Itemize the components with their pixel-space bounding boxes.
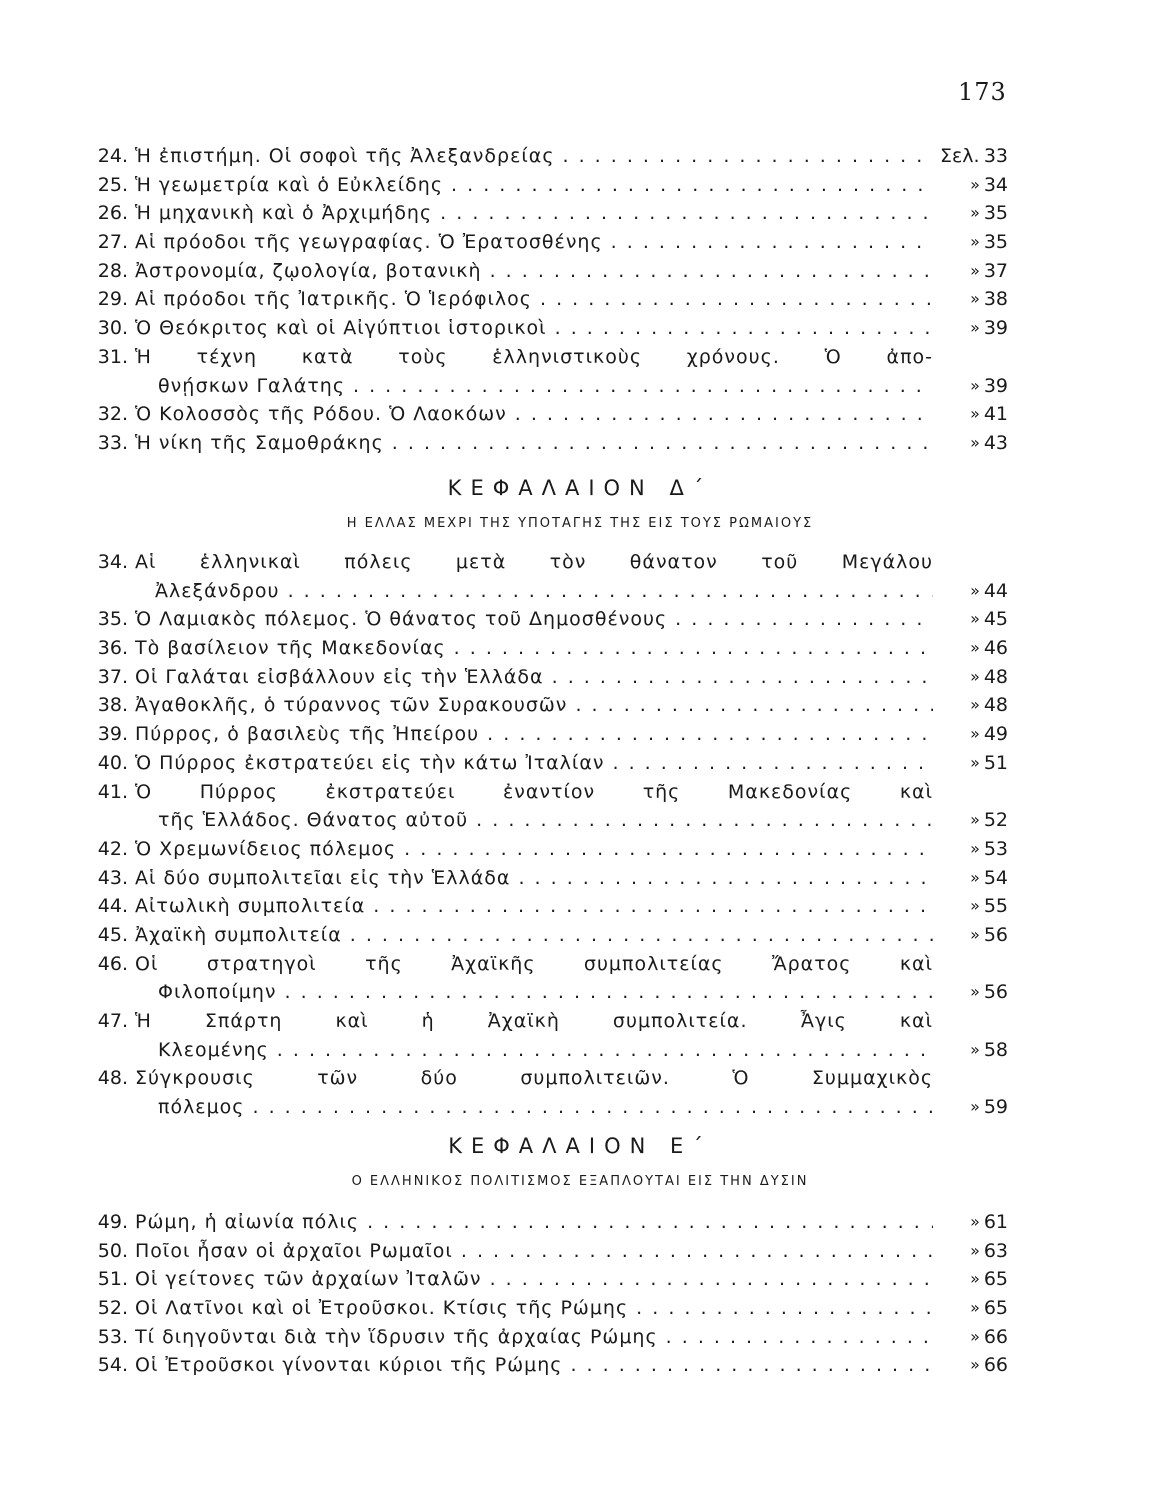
entry-page: 61 [983,1211,1008,1233]
entry-ref: » [970,404,980,424]
entry-number: 33. [97,431,128,454]
entry-number: 41. [97,780,128,803]
entry-number: 54. [97,1354,128,1377]
entry-title: Ρώμη, ἡ αἰωνία πόλις . . . [135,1208,933,1237]
entry-number: 45. [97,923,128,946]
entry-ref: » [970,1269,980,1289]
toc-entry [80,892,1010,921]
entry-title: Ἀστρονομία, ζῳολογία, βοτανικὴ . . . [135,257,933,286]
entry-ref: » [970,1326,980,1346]
entry-title: Αἰτωλικὴ συμπολιτεία . . . [135,892,933,921]
entry-ref: » [970,1097,980,1117]
toc-entry [80,429,1010,458]
entry-page: 65 [983,1268,1008,1291]
entry-ref: » [970,289,980,309]
entry-number: 27. [97,231,128,254]
toc-entry [80,1351,1010,1380]
entry-title: Ἡ ἐπιστήμη. Οἱ σοφοὶ τῆς Ἀλεξανδρείας . . . [135,142,933,171]
entry-ref: » [970,375,980,395]
entry-ref: » [970,260,980,280]
entry-title-line2: Κλεομένης . . . [135,1036,933,1065]
toc-entry [80,1007,1010,1064]
entry-page: 55 [983,895,1008,918]
entry-page: 56 [983,981,1008,1004]
entry-ref: » [970,982,980,1002]
entry-page: 49 [983,723,1008,746]
toc-entry [80,663,1010,692]
entry-number: 38. [97,694,128,717]
entry-number: 40. [97,751,128,774]
entry-ref: » [970,838,980,858]
entry-title: Ἡ γεωμετρία καὶ ὁ Εὐκλείδης . . . [135,171,933,200]
entry-title: Ὁ Χρεμωνίδειος πόλεμος . . . [135,835,933,864]
entry-page: 37 [983,259,1008,282]
toc-entry [80,257,1010,286]
entry-title-line2: Ἀλεξάνδρου . . . [135,577,933,606]
toc-entry [80,634,1010,663]
entry-number: 34. [97,551,128,573]
toc-entry [80,1265,1010,1294]
entry-page: 39 [983,317,1008,340]
entry-number: 46. [97,952,128,975]
toc-entry [80,171,1010,200]
entry-ref: » [970,666,980,686]
entry-ref: » [970,695,980,715]
entry-number: 43. [97,866,128,889]
entry-page: 66 [983,1325,1008,1348]
entry-title: Τί διηγοῦνται διὰ τὴν ἵδρυσιν τῆς ἀρχαίας Ρώμης . . . [135,1323,933,1352]
entry-ref: » [970,203,980,223]
toc-entry [80,864,1010,893]
entry-page: 58 [983,1038,1008,1061]
entry-title: Ὁ Πύρρος ἐκστρατεύει εἰς τὴν κάτω Ἰταλίαν . . . [135,749,933,778]
entry-ref: » [970,174,980,194]
toc-entry [80,228,1010,257]
entry-ref: » [970,867,980,887]
entry-title-line1: Αἱ ἑλληνικαὶ πόλεις μετὰ τὸν θάνατον τοῦ Μεγάλου [135,551,933,573]
toc-entry [80,400,1010,429]
entry-title-line2: Φιλοποίμην . . . [135,978,933,1007]
toc-entry [80,1323,1010,1352]
entry-title: Πύρρος, ὁ βασιλεὺς τῆς Ἠπείρου . . . [135,720,933,749]
entry-number: 32. [97,403,128,426]
entry-page: 52 [983,809,1008,832]
entry-title: Ὁ Κολοσσὸς τῆς Ρόδου. Ὁ Λαοκόων . . . [135,400,933,429]
entry-title: Αἱ δύο συμπολιτεῖαι εἰς τὴν Ἑλλάδα . . . [135,864,933,893]
toc-entry [80,1064,1010,1121]
entry-page: 44 [983,579,1008,602]
entry-page: 66 [983,1354,1008,1377]
toc-entry [80,691,1010,720]
entry-page: 43 [983,431,1008,454]
entry-title: Αἱ πρόοδοι τῆς γεωγραφίας. Ὁ Ἐρατοσθένης . . . [135,228,933,257]
entry-number: 28. [97,259,128,282]
entry-page: 35 [983,202,1008,225]
toc-entry [80,548,1010,605]
entry-page: 34 [983,173,1008,196]
toc-entry [80,1208,1010,1237]
entry-title: Τὸ βασίλειον τῆς Μακεδονίας . . . [135,634,933,663]
entry-title: Οἱ Γαλάται εἰσβάλλουν εἰς τὴν Ἑλλάδα . . . [135,663,933,692]
toc-entry [80,1237,1010,1266]
entry-page: 63 [983,1239,1008,1262]
toc-entry [80,605,1010,634]
entry-ref: » [970,232,980,252]
entry-ref: Σελ. [940,145,980,167]
toc-section-2 [80,548,1010,1122]
entry-title-line2: τῆς Ἑλλάδος. Θάνατος αὐτοῦ . . . [135,806,933,835]
entry-number: 31. [97,345,128,368]
entry-number: 49. [97,1211,128,1233]
entry-title-line1: Ἡ τέχνη κατὰ τοὺς ἑλληνιστικοὺς χρόνους. Ὁ ἀπο- [135,345,933,368]
entry-page: 48 [983,665,1008,688]
entry-page: 45 [983,608,1008,631]
toc-entry [80,1294,1010,1323]
entry-title-line1: Ἡ Σπάρτη καὶ ἡ Ἀχαϊκὴ συμπολιτεία. Ἆγις καὶ [135,1010,933,1033]
entry-ref: » [970,924,980,944]
entry-title-line2: θνῄσκων Γαλάτης . . . [135,372,933,401]
entry-title-line1: Οἱ στρατηγοὶ τῆς Ἀχαϊκῆς συμπολιτείας Ἄρατος καὶ [135,952,933,975]
entry-title: Οἱ γείτονες τῶν ἀρχαίων Ἰταλῶν . . . [135,1265,933,1294]
entry-number: 51. [97,1268,128,1291]
entry-ref: » [970,1212,980,1231]
entry-number: 42. [97,837,128,860]
entry-page: 54 [983,866,1008,889]
entry-number: 25. [97,173,128,196]
entry-ref: » [970,638,980,658]
entry-ref: » [970,810,980,830]
toc-entry [80,749,1010,778]
entry-number: 29. [97,288,128,311]
toc-entry [80,314,1010,343]
page-number: 173 [958,78,1007,106]
entry-ref: » [970,432,980,452]
entry-number: 48. [97,1067,128,1090]
entry-ref: » [970,724,980,744]
entry-number: 50. [97,1239,128,1262]
entry-ref: » [970,609,980,629]
chapter-subtitle: Ο ΕΛΛΗΝΙΚΟΣ ΠΟΛΙΤΙΣΜΟΣ ΕΞΑΠΛΟΥΤΑΙ ΕΙΣ ΤΗΝ ΔΥΣΙΝ [351,1174,809,1189]
chapter-subtitle: Η ΕΛΛΑΣ ΜΕΧΡΙ ΤΗΣ ΥΠΟΤΑΓΗΣ ΤΗΣ ΕΙΣ ΤΟΥΣ ΡΩΜΑΙΟΥΣ [346,516,814,531]
entry-ref: » [970,580,980,600]
toc-entry [80,142,1010,171]
entry-ref: » [970,1298,980,1318]
toc-entry [80,778,1010,835]
chapter-heading: ΚΕΦΑΛΑΙΟΝ Ε΄ [448,1134,712,1158]
toc-entry [80,343,1010,400]
entry-number: 24. [97,145,128,167]
toc-entry [80,285,1010,314]
entry-ref: » [970,1355,980,1375]
entry-ref: » [970,1240,980,1260]
entry-number: 52. [97,1297,128,1320]
entry-number: 37. [97,665,128,688]
entry-title-line1: Σύγκρουσις τῶν δύο συμπολιτειῶν. Ὁ Συμμαχικὸς [135,1067,933,1090]
entry-number: 36. [97,637,128,660]
entry-ref: » [970,1039,980,1059]
entry-title: Ὁ Θεόκριτος καὶ οἱ Αἰγύπτιοι ἱστορικοὶ . . . [135,314,933,343]
chapter-heading: ΚΕΦΑΛΑΙΟΝ Δ΄ [447,476,713,500]
entry-title: Ἀγαθοκλῆς, ὁ τύραννος τῶν Συρακουσῶν . . . [135,691,933,720]
entry-title: Ἡ μηχανικὴ καὶ ὁ Ἀρχιμήδης . . . [135,199,933,228]
entry-title: Οἱ Λατῖνοι καὶ οἱ Ἐτροῦσκοι. Κτίσις τῆς Ρώμης . . . [135,1294,933,1323]
toc-entry [80,720,1010,749]
entry-page: 59 [983,1096,1008,1119]
entry-title-line2: πόλεμος . . . [135,1093,933,1122]
entry-page: 39 [983,374,1008,397]
entry-number: 26. [97,202,128,225]
entry-page: 48 [983,694,1008,717]
entry-page: 51 [983,751,1008,774]
entry-title: Ποῖοι ἦσαν οἱ ἀρχαῖοι Ρωμαῖοι . . . [135,1237,933,1266]
entry-page: 56 [983,923,1008,946]
entry-title: Ἡ νίκη τῆς Σαμοθράκης . . . [135,429,933,458]
entry-number: 53. [97,1325,128,1348]
toc-entry [80,199,1010,228]
entry-title: Ἀχαϊκὴ συμπολιτεία . . . [135,921,933,950]
toc-entry [80,835,1010,864]
entry-title-line1: Ὁ Πύρρος ἐκστρατεύει ἐναντίον τῆς Μακεδονίας καὶ [135,780,933,803]
entry-title: Αἱ πρόοδοι τῆς Ἰατρικῆς. Ὁ Ἱερόφιλος . . . [135,285,933,314]
toc-entry [80,950,1010,1007]
entry-number: 35. [97,608,128,631]
entry-page: 46 [983,637,1008,660]
entry-page: 33 [983,145,1008,167]
toc-section-3 [80,1208,1010,1380]
entry-ref: » [970,896,980,916]
entry-title: Οἱ Ἐτροῦσκοι γίνονται κύριοι τῆς Ρώμης . . . [135,1351,933,1380]
entry-number: 30. [97,317,128,340]
entry-number: 39. [97,723,128,746]
entry-page: 53 [983,837,1008,860]
entry-page: 41 [983,403,1008,426]
entry-number: 47. [97,1010,128,1033]
entry-page: 35 [983,231,1008,254]
toc-section-1 [80,142,1010,458]
entry-title: Ὁ Λαμιακὸς πόλεμος. Ὁ θάνατος τοῦ Δημοσθένους . . . [135,605,933,634]
entry-ref: » [970,318,980,338]
entry-ref: » [970,752,980,772]
entry-page: 38 [983,288,1008,311]
toc-entry [80,921,1010,950]
entry-page: 65 [983,1297,1008,1320]
entry-number: 44. [97,895,128,918]
